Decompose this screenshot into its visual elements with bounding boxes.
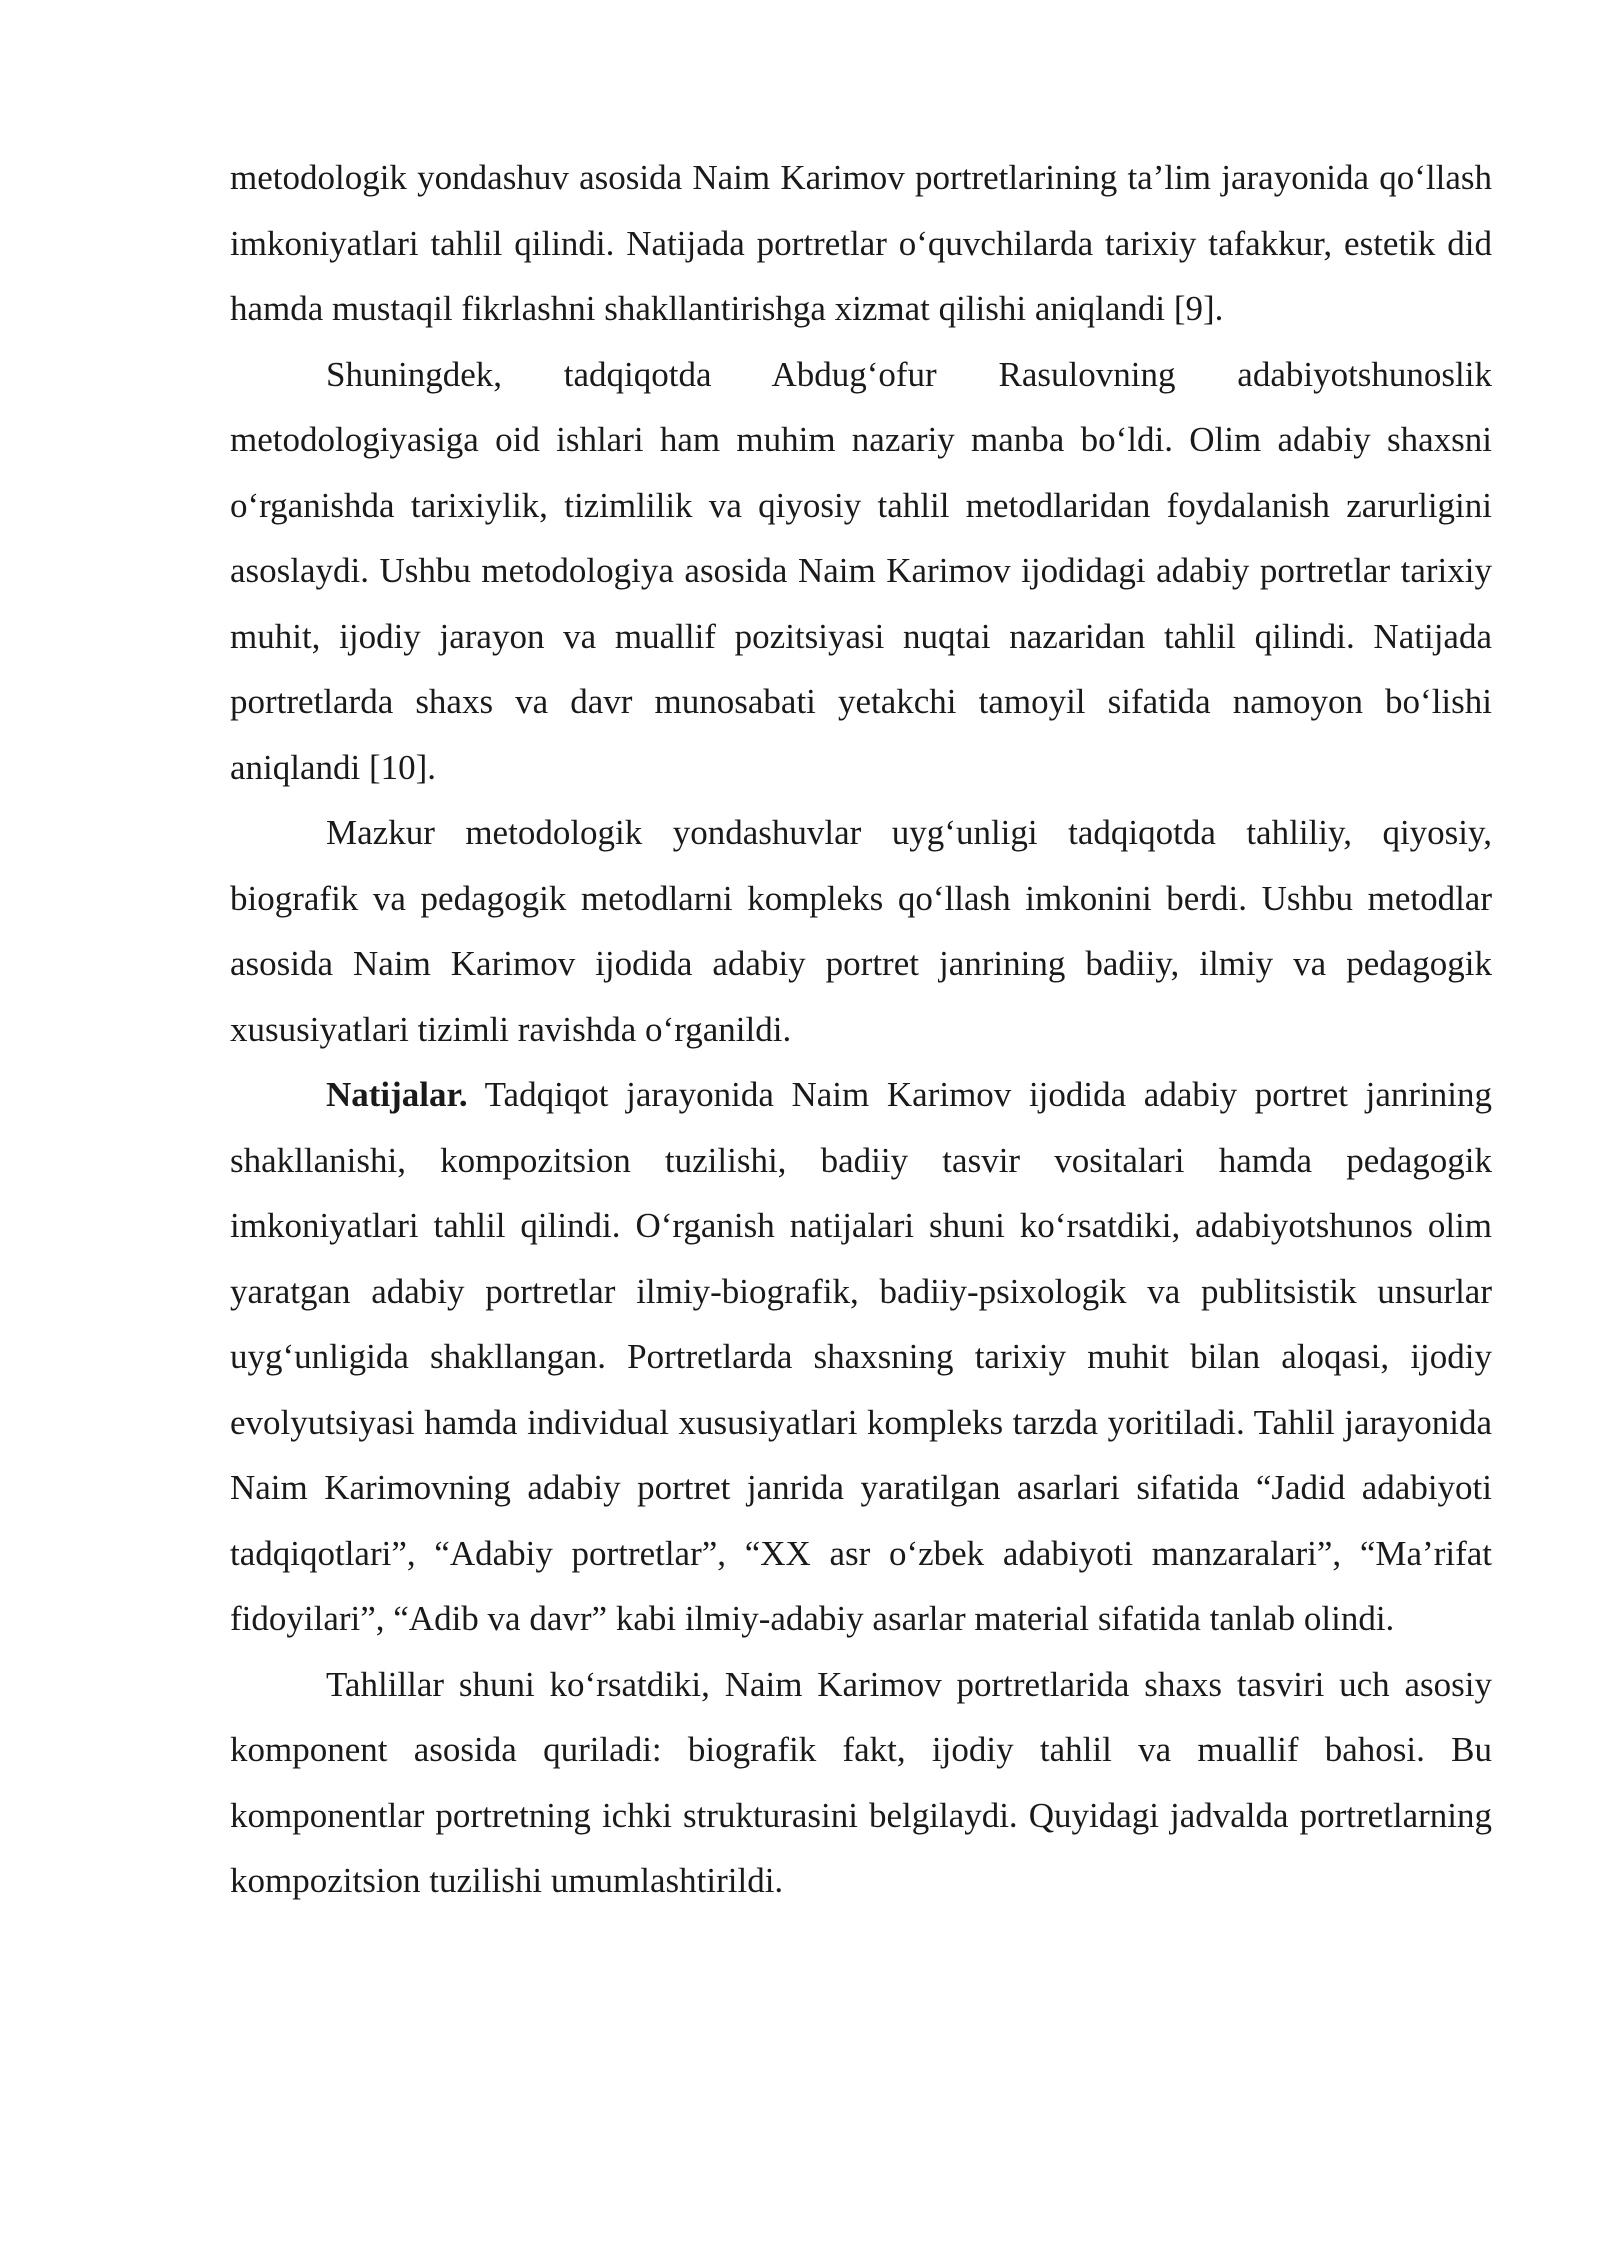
paragraph-1 xyxy=(230,145,1492,342)
paragraph-5-text: Tahlillar shuni ko‘rsatdiki, Naim Karimov portretlarida shaxs tasviri uch asosiy komponent asosida quriladi: biografik fakt, ijodiy tahlil va muallif bahosi. Bu komponentlar portretning ichki strukturasini belgilaydi. Quyidagi jadvalda portretlarning kompozitsion tuzilishi umumlashtirildi. xyxy=(230,1664,1492,1900)
document-body xyxy=(230,145,1492,1914)
paragraph-5 xyxy=(230,1652,1492,1914)
paragraph-1-text: metodologik yondashuv asosida Naim Karimov portretlarining ta’lim jarayonida qo‘llash imkoniyatlari tahlil qilindi. Natijada portretlar o‘quvchilarda tarixiy tafakkur, estetik did hamda mustaqil fikrlashni shakllantirishga xizmat qilishi aniqlandi [9]. xyxy=(230,158,1492,328)
paragraph-3 xyxy=(230,800,1492,1062)
paragraph-3-text: Mazkur metodologik yondashuvlar uyg‘unligi tadqiqotda tahliliy, qiyosiy, biografik va pedagogik metodlarni kompleks qo‘llash imkonini berdi. Ushbu metodlar asosida Naim Karimov ijodida adabiy portret janrining badiiy, ilmiy va pedagogik xususiyatlari tizimli ravishda o‘rganildi. xyxy=(230,813,1492,1049)
results-heading: Natijalar. xyxy=(326,1075,468,1114)
paragraph-2-text: Shuningdek, tadqiqotda Abdug‘ofur Rasulovning adabiyotshunoslik metodologiyasiga oid ishlari ham muhim nazariy manba bo‘ldi. Olim adabiy shaxsni o‘rganishda tarixiylik, tizimlilik va qiyosiy tahlil metodlaridan foydalanish zarurligini asoslaydi. Ushbu metodologiya asosida Naim Karimov ijodidagi adabiy portretlar tarixiy muhit, ijodiy jarayon va muallif pozitsiyasi nuqtai nazaridan tahlil qilindi. Natijada portretlarda shaxs va davr munosabati yetakchi tamoyil sifatida namoyon bo‘lishi aniqlandi [10]. xyxy=(230,354,1492,787)
paragraph-2 xyxy=(230,342,1492,801)
paragraph-4 xyxy=(230,1062,1492,1652)
paragraph-4-text: Tadqiqot jarayonida Naim Karimov ijodida adabiy portret janrining shakllanishi, kompozitsion tuzilishi, badiiy tasvir vositalari hamda pedagogik imkoniyatlari tahlil qilindi. O‘rganish natijalari shuni ko‘rsatdiki, adabiyotshunos olim yaratgan adabiy portretlar ilmiy-biografik, badiiy-psixologik va publitsistik unsurlar uyg‘unligida shakllangan. Portretlarda shaxsning tarixiy muhit bilan aloqasi, ijodiy evolyutsiyasi hamda individual xususiyatlari kompleks tarzda yoritiladi. Tahlil jarayonida Naim Karimovning adabiy portret janrida yaratilgan asarlari sifatida “Jadid adabiyoti tadqiqotlari”, “Adabiy portretlar”, “XX asr o‘zbek adabiyoti manzaralari”, “Ma’rifat fidoyilari”, “Adib va davr” kabi ilmiy-adabiy asarlar material sifatida tanlab olindi. xyxy=(230,1075,1492,1638)
